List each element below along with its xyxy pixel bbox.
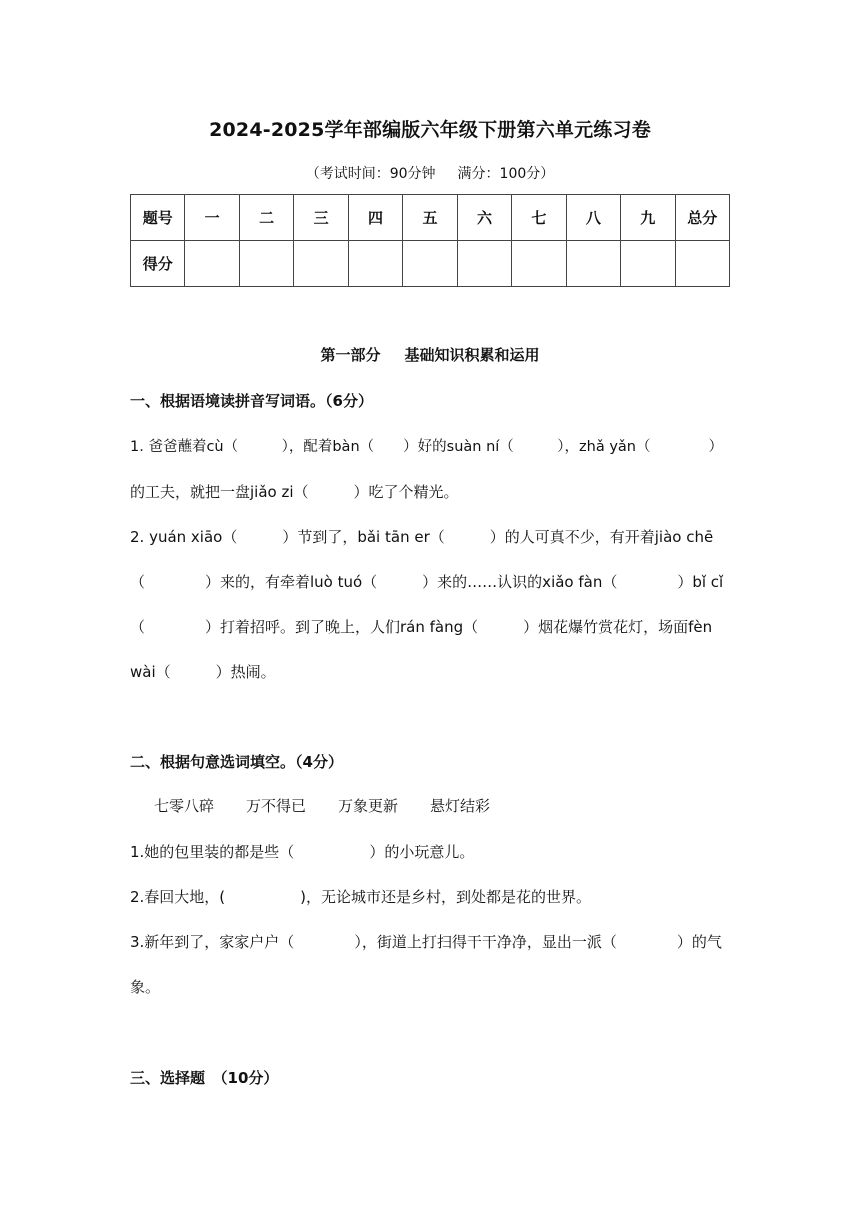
- score-blank-cell: [675, 241, 729, 287]
- word-option: 七零八碎: [154, 797, 215, 815]
- exam-subtitle: [0, 163, 860, 183]
- score-row-label: 得分: [131, 241, 185, 287]
- score-blank-cell: [621, 241, 675, 287]
- score-cell: 二: [239, 195, 293, 241]
- word-option: 万不得已: [246, 797, 307, 815]
- score-cell: 六: [457, 195, 511, 241]
- q2-line: 象。: [130, 978, 161, 996]
- score-cell: 四: [348, 195, 402, 241]
- q2-line: 1.她的包里装的都是些（ ）的小玩意儿。: [130, 843, 475, 861]
- q3-heading: 三、选择题 （10分）: [130, 1069, 279, 1087]
- word-option: 悬灯结彩: [430, 797, 491, 815]
- q1-line: （ ）打着招呼。到了晚上，人们rán fàng（ ）烟花爆竹赏花灯，场面fèn: [130, 618, 713, 636]
- score-table-score-row: [131, 241, 730, 287]
- score-cell: 三: [294, 195, 348, 241]
- score-cell: 七: [512, 195, 566, 241]
- word-option: 万象更新: [338, 797, 399, 815]
- score-cell: 九: [621, 195, 675, 241]
- score-table: [130, 194, 730, 287]
- score-cell: 一: [185, 195, 239, 241]
- score-blank-cell: [348, 241, 402, 287]
- score-cell: 总分: [675, 195, 729, 241]
- q2-line: 2.春回大地，( )，无论城市还是乡村，到处都是花的世界。: [130, 888, 592, 906]
- q1-line: 1. 爸爸蘸着cù（ ），配着bàn（ ）好的suàn ní（ ），zhǎ yǎn（ ）: [130, 439, 723, 455]
- exam-time: （考试时间：90分钟: [305, 166, 436, 182]
- score-blank-cell: [512, 241, 566, 287]
- score-cell: 八: [566, 195, 620, 241]
- q1-line: 的工夫，就把一盘jiǎo zi（ ）吃了个精光。: [130, 483, 459, 501]
- score-cell: 题号: [131, 195, 185, 241]
- full-score: 满分：100分）: [457, 166, 555, 182]
- score-blank-cell: [294, 241, 348, 287]
- q2-heading: 二、根据句意选词填空。（4分）: [130, 753, 343, 771]
- score-blank-cell: [566, 241, 620, 287]
- score-blank-cell: [457, 241, 511, 287]
- q2-line: 3.新年到了，家家户户（ ），街道上打扫得干干净净，显出一派（ ）的气: [130, 933, 722, 951]
- q1-line: （ ）来的，有牵着luò tuó（ ）来的……认识的xiǎo fàn（ ）bǐ cǐ: [130, 573, 724, 591]
- score-blank-cell: [239, 241, 293, 287]
- q1-line: wài（ ）热闹。: [130, 663, 276, 681]
- q2-word-bank: [154, 795, 522, 816]
- exam-title: 2024-2025学年部编版六年级下册第六单元练习卷: [209, 119, 651, 141]
- part-subtitle: 基础知识积累和运用: [404, 346, 540, 364]
- part-name: 第一部分: [320, 346, 381, 364]
- score-blank-cell: [185, 241, 239, 287]
- score-blank-cell: [403, 241, 457, 287]
- q1-heading: 一、根据语境读拼音写词语。（6分）: [130, 392, 373, 410]
- score-table-header-row: [131, 195, 730, 241]
- score-cell: 五: [403, 195, 457, 241]
- part-title: [0, 344, 860, 365]
- q1-line: 2. yuán xiāo（ ）节到了，bǎi tān er（ ）的人可真不少，有开着jiào chē: [130, 528, 714, 546]
